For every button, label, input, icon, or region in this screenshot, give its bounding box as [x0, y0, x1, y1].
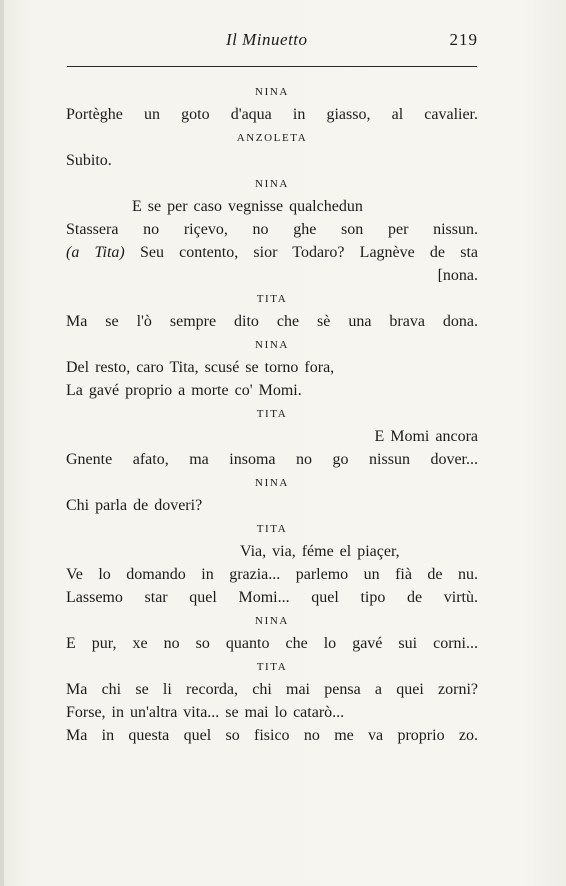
verse-line: Chi parla de doveri? — [66, 497, 203, 514]
verse-line: Del resto, caro Tita, scusé se torno fora, — [66, 359, 335, 376]
verse-line: Forse, in un'altra vita... se mai lo catarò... — [66, 704, 345, 721]
speaker-name: TITA — [256, 661, 288, 673]
verse-text: Seu contento, sior Todaro? Lagnève de sta — [139, 244, 478, 261]
verse-line: Ve lo domando in grazia... parlemo un fià de nu. — [66, 566, 478, 583]
speaker-name: NINA — [255, 477, 289, 489]
speaker-name: NINA — [255, 615, 289, 627]
speaker-name: ANZOLETA — [236, 132, 308, 144]
verse-line-with-stage-direction — [66, 241, 478, 264]
page-number: 219 — [449, 30, 478, 49]
verse-line: Subito. — [66, 152, 112, 169]
verse-line: Lassemo star quel Momi... quel tipo de virtù. — [66, 589, 478, 606]
verse-line: Gnente afato, ma insoma no go nissun dover... — [66, 451, 478, 468]
running-title: Il Minuetto — [226, 30, 308, 49]
speaker-name: NINA — [255, 178, 289, 190]
verse-line-continuation: [nona. — [437, 267, 478, 284]
verse-line: Ma chi se li recorda, chi mai pensa a quei zorni? — [66, 681, 478, 698]
verse-line: Portèghe un goto d'aqua in giasso, al cavalier. — [66, 106, 478, 123]
stage-direction: (a Tita) — [66, 244, 125, 261]
speaker-name: TITA — [256, 293, 288, 305]
verse-line: La gavé proprio a morte co' Momi. — [66, 382, 302, 399]
page-header — [66, 30, 478, 56]
page-edge-shadow — [0, 0, 4, 886]
speaker-name: TITA — [256, 523, 288, 535]
header-rule — [67, 66, 477, 67]
speaker-name: NINA — [255, 339, 289, 351]
verse-line: Ma in questa quel so fisico no me va proprio zo. — [66, 727, 478, 744]
verse-line-half: Via, via, féme el piaçer, — [240, 543, 400, 560]
verse-line: Ma se l'ò sempre dito che sè una brava dona. — [66, 313, 478, 330]
verse-line: E pur, xe no so quanto che lo gavé sui corni... — [66, 635, 478, 652]
verse-line: Stassera no riçevo, no ghe son per nissun. — [66, 221, 478, 238]
play-text — [66, 80, 478, 747]
speaker-name: NINA — [255, 86, 289, 98]
speaker-name: TITA — [256, 408, 288, 420]
verse-line: E se per caso vegnisse qualchedun — [132, 198, 363, 215]
verse-line-half: E Momi ancora — [374, 428, 478, 445]
